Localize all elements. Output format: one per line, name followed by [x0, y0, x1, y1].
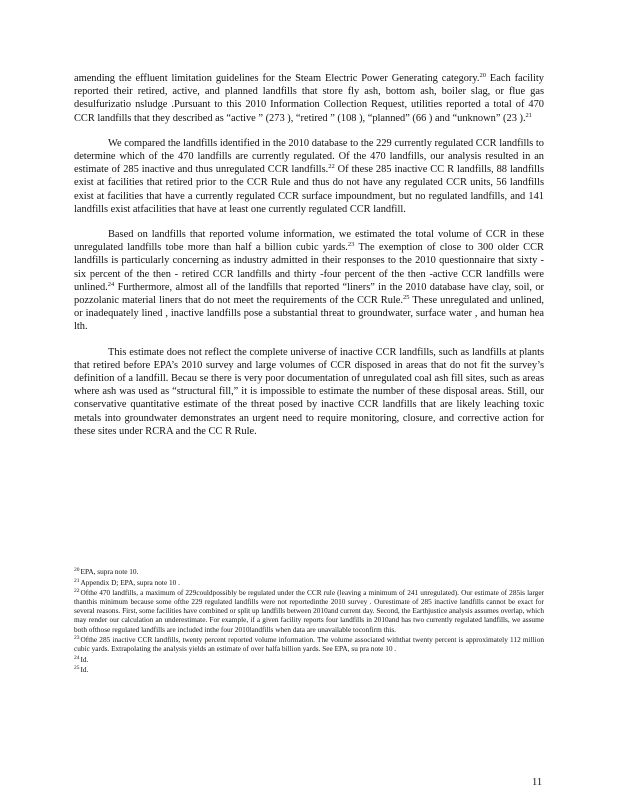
footnote-text: Ofthe 285 inactive CCR landfills, twenty percent reported volume information. The volume associated withthat twenty percent is approximately 112 million cubic yards. Extrapolating the analysis yields an estimate of over halfa billion yards. See EPA, su pra note 10 . [74, 635, 544, 654]
footnote-text: Id. [80, 654, 89, 664]
paragraph-text: Of these 285 inactive CC R landfills, 88 landfills exist at facilities that retired prior to the CCR Rule and thus do not have any regulated CCR units, 56 landfills exist at facilities that have a currently regulated CCR surface impoundment, but no regulated landfills, and 141 landfills exist atfacilities that have at least one currently regulated CCR landfill. [74, 164, 544, 215]
paragraph [74, 72, 544, 125]
paragraph-text: The exemption of close to 300 older CCR landfills is particularly concerning as industry admitted in their responses to the 2010 questionnaire that sixty -six percent of the then - retired CCR landfills and thirty -four percent of the then -active CCR landfills were unlined. [74, 242, 544, 293]
paragraph-text: Furthermore, almost all of the landfills that reported “liners” in the 2010 database have clay, soil, or pozzolanic material liners that do not meet the requirements of the CCR Rule. [74, 281, 544, 307]
body-text [74, 72, 544, 450]
footnote-number: 24 [74, 654, 80, 661]
footnote [74, 587, 544, 633]
paragraph [74, 137, 544, 216]
footnote-text: EPA, supra note 10. [80, 567, 139, 576]
footnote [74, 654, 544, 664]
paragraph-text: amending the effluent limitation guidelines for the Steam Electric Power Generating category. [74, 73, 480, 84]
footnote-text: Ofthe 470 landfills, a maximum of 229couldpossibly be regulated under the CCR rule (leaving a minimum of 241 unregulated). Our estimate of 285is larger thanthis minimum because some ofthe 229 regulated landfills were not reportedinthe 2010 survey . Ourestimate of 285 inactive landfills cannot be exact for several reasons. First, some facilities have combined or split up landfills between 2010and current day. Second, the Earthjustice analysis assumes overlap, which may render our calculation an underestimate. For example, if a given facility reports four landfills in 2010and has two currently regulated landfills, we assume both ofthose regulated landfills are included inthe four 2010landfills when data are unavailable toconfirm this. [74, 588, 544, 634]
footnote [74, 577, 544, 587]
footnote-reference: 24 [107, 280, 115, 288]
footnote-reference: 21 [525, 111, 533, 119]
footnote [74, 566, 544, 576]
footnote [74, 664, 544, 674]
footnote-reference: 23 [347, 241, 355, 249]
footnote-number: 22 [74, 588, 80, 595]
paragraph-text: We compared the landfills identified in the 2010 database to the 229 currently regulated CCR landfills to determine which of the 470 landfills are currently regulated. Of the 470 landfills, our analysis resulted in an estimate of 285 inactive and thus unregulated CCR landfills. [74, 137, 544, 176]
footnote-number: 23 [74, 635, 80, 642]
paragraph-text: These unregulated and unlined, or inadequately lined , inactive landfills pose a substantial threat to groundwater, surface water , and human hea lth. [74, 295, 544, 333]
footnote-text: Appendix D; EPA, supra note 10 . [80, 577, 180, 587]
footnote-number: 21 [74, 577, 80, 584]
paragraph [74, 346, 544, 438]
page-number: 11 [532, 777, 543, 788]
paragraph-text: This estimate does not reflect the complete universe of inactive CCR landfills, such as landfills at plants that retired before EPA’s 2010 survey and large volumes of CCR disposed in areas that do not fit the survey’s definition of a landfill. Becau se there is very poor documentation of unregulated coal ash fill sites, such as areas where ash was used as “structural fill,” it is impossible to estimate the number of these disposal areas. Still, our conservative quantitative estimate of the threat posed by inactive CCR landfills that are likely leaching toxic metals into groundwater demonstrates an urgent need to require monitoring, closure, and corrective action for these sites under RCRA and the CC R Rule. [74, 346, 544, 437]
paragraph-text: Based on landfills that reported volume information, we estimated the total volume of CCR in these unregulated landfills tobe more than half a billion cubic yards. [74, 229, 544, 254]
footnote-reference: 25 [403, 294, 410, 302]
paragraph-text: Each facility reported their retired, active, and planned landfills that store fly ash, bottom ash, boiler slag, or flue gas desulfurizatio nsludge .Pursuant to this 2010 Information Collection Request, utilities reported a total of 470 CCR landfills that they described as “active ” (273 ), “retired ” (108 ), “planned” (66 ) and “unknown” (23 ). [74, 73, 544, 124]
footnote-text: Id. [80, 665, 89, 675]
footnotes-section [74, 566, 544, 675]
footnote-reference: 20 [479, 72, 486, 79]
footnote-reference: 22 [328, 163, 335, 171]
paragraph [74, 228, 544, 334]
footnote [74, 634, 544, 653]
footnote-number: 25 [74, 665, 80, 672]
footnote-number: 20 [74, 567, 80, 573]
